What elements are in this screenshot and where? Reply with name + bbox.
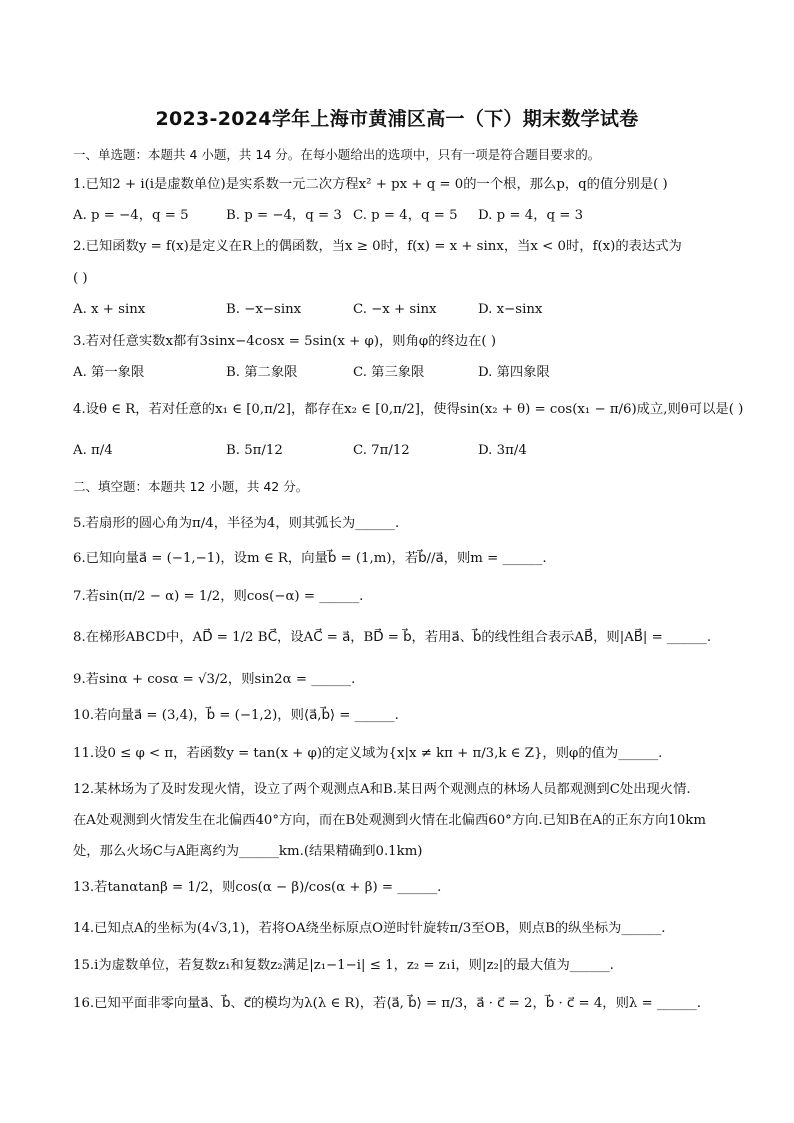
- question-9: 9.若sinα + cosα = √3/2，则sin2α = ______.: [73, 672, 356, 687]
- question-4-option-c: C. 7π/12: [353, 443, 410, 458]
- section-single-choice: 一、单选题：本题共 4 小题，共 14 分。在每小题给出的选项中，只有一项是符合题目要求的。: [73, 147, 601, 162]
- question-5: 5.若扇形的圆心角为π/4，半径为4，则其弧长为______.: [73, 516, 400, 531]
- question-13: 13.若tanαtanβ = 1/2，则cos(α − β)/cos(α + β) = ______.: [73, 880, 442, 895]
- question-3-option-b: B. 第二象限: [226, 365, 298, 380]
- question-1-option-d: D. p = 4，q = 3: [478, 208, 584, 223]
- question-2-option-d: D. x−sinx: [478, 302, 543, 317]
- question-6: 6.已知向量a⃗ = (−1,−1)，设m ∈ R，向量b⃗ = (1,m)，若b⃗//a⃗，则m = ______.: [73, 551, 547, 566]
- exam-title: 2023-2024学年上海市黄浦区高一（下）期末数学试卷: [155, 108, 639, 130]
- question-14: 14.已知点A的坐标为(4√3,1)，若将OA绕坐标原点O逆时针旋转π/3至OB，则点B的纵坐标为______.: [73, 921, 666, 936]
- question-4-stem: 4.设θ ∈ R，若对任意的x₁ ∈ [0,π/2]，都存在x₂ ∈ [0,π/2]，使得sin(x₂ + θ) = cos(x₁ − π/6)成立,则θ可以是( ): [73, 402, 744, 417]
- question-3-option-d: D. 第四象限: [478, 365, 550, 380]
- question-3-option-a: A. 第一象限: [73, 365, 145, 380]
- question-1-stem: 1.已知2 + i(i是虚数单位)是实系数一元二次方程x² + px + q = 0的一个根，那么p，q的值分别是( ): [73, 177, 668, 192]
- question-3-option-c: C. 第三象限: [353, 365, 425, 380]
- question-15: 15.i为虚数单位，若复数z₁和复数z₂满足|z₁−1−i| ≤ 1，z₂ = z₁i，则|z₂|的最大值为______.: [73, 958, 614, 973]
- section-fill-in: 二、填空题：本题共 12 小题，共 42 分。: [73, 479, 309, 494]
- question-2-option-a: A. x + sinx: [73, 302, 146, 317]
- question-1-option-c: C. p = 4，q = 5: [353, 208, 458, 223]
- question-1-option-a: A. p = −4，q = 5: [73, 208, 189, 223]
- question-4-option-b: B. 5π/12: [226, 443, 283, 458]
- question-3-stem: 3.若对任意实数x都有3sinx−4cosx = 5sin(x + φ)，则角φ的终边在( ): [73, 334, 497, 349]
- question-12-line-3: 处，那么火场C与A距离约为______km.(结果精确到0.1km): [73, 844, 423, 859]
- question-12-line-1: 12.某林场为了及时发现火情，设立了两个观测点A和B.某日两个观测点的林场人员都观测到C处出现火情.: [73, 782, 691, 797]
- question-11: 11.设0 ≤ φ < π，若函数y = tan(x + φ)的定义域为{x|x ≠ kπ + π/3,k ∈ Z}，则φ的值为______.: [73, 746, 663, 761]
- question-2-option-b: B. −x−sinx: [226, 302, 302, 317]
- question-4-option-d: D. 3π/4: [478, 443, 527, 458]
- question-16: 16.已知平面非零向量a⃗、b⃗、c⃗的模均为λ(λ ∈ R)，若⟨a⃗, b⃗⟩ = π/3，a⃗ · c⃗ = 2，b⃗ · c⃗ = 4，则λ = ______.: [73, 996, 702, 1011]
- question-2-stem: 2.已知函数y = f(x)是定义在R上的偶函数，当x ≥ 0时，f(x) = x + sinx，当x < 0时，f(x)的表达式为: [73, 239, 682, 254]
- question-7: 7.若sin(π/2 − α) = 1/2，则cos(−α) = ______.: [73, 589, 364, 604]
- question-8: 8.在梯形ABCD中，AD⃗ = 1/2 BC⃗，设AC⃗ = a⃗，BD⃗ = b⃗，若用a⃗、b⃗的线性组合表示AB⃗，则|AB⃗| = ______.: [73, 630, 712, 645]
- question-1-option-b: B. p = −4，q = 3: [226, 208, 342, 223]
- question-4-option-a: A. π/4: [73, 443, 113, 458]
- question-2-option-c: C. −x + sinx: [353, 302, 437, 317]
- question-10: 10.若向量a⃗ = (3,4)，b⃗ = (−1,2)，则⟨a⃗,b⃗⟩ = ______.: [73, 708, 399, 723]
- question-12-line-2: 在A处观测到火情发生在北偏西40°方向，而在B处观测到火情在北偏西60°方向.已知B在A的正东方向10km: [73, 813, 706, 828]
- question-2-stem-continued: ( ): [73, 271, 88, 286]
